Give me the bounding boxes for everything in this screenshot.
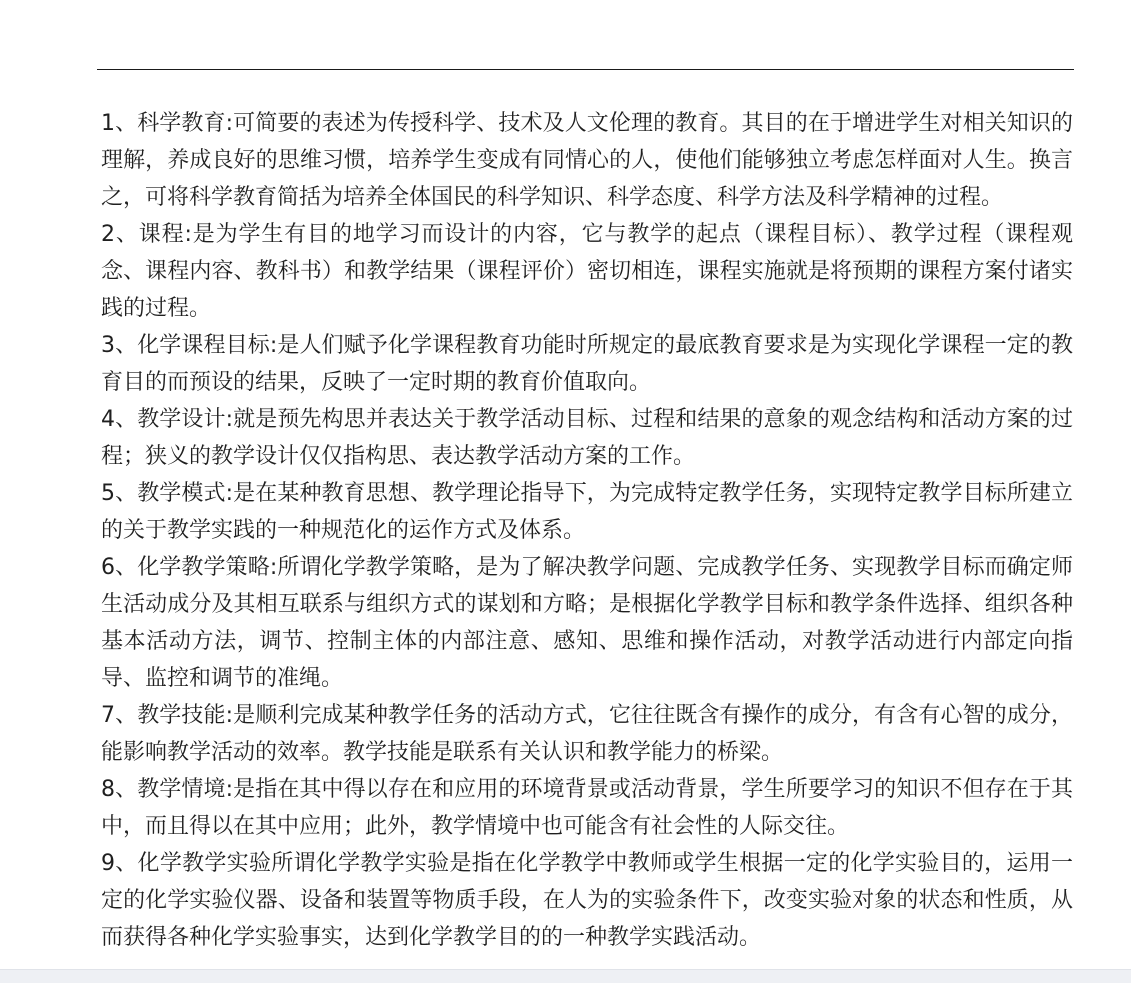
- definition-paragraph-4: 4、教学设计:就是预先构思并表达关于教学活动目标、过程和结果的意象的观念结构和活动方案的过程；狭义的教学设计仅仅指构思、表达教学活动方案的工作。: [101, 407, 1073, 469]
- definition-paragraph-1: 1、科学教育:可简要的表述为传授科学、技术及人文伦理的教育。其目的在于增进学生对相关知识的理解，养成良好的思维习惯，培养学生变成有同情心的人，使他们能够独立考虑怎样面对人生。换言之，可将科学教育简括为培养全体国民的科学知识、科学态度、科学方法及科学精神的过程。: [101, 111, 1073, 210]
- header-rule: [97, 69, 1074, 70]
- definition-paragraph-3: 3、化学课程目标:是人们赋予化学课程教育功能时所规定的最底教育要求是为实现化学课程一定的教育目的而预设的结果，反映了一定时期的教育价值取向。: [101, 333, 1073, 395]
- definition-paragraph-6: 6、化学教学策略:所谓化学教学策略，是为了解决教学问题、完成教学任务、实现教学目标而确定师生活动成分及其相互联系与组织方式的谋划和方略；是根据化学教学目标和教学条件选择、组织各种基本活动方法，调节、控制主体的内部注意、感知、思维和操作活动，对教学活动进行内部定向指导、监控和调节的准绳。: [101, 555, 1073, 691]
- definition-paragraph-2: 2、课程:是为学生有目的地学习而设计的内容，它与教学的起点（课程目标）、教学过程（课程观念、课程内容、教科书）和教学结果（课程评价）密切相连，课程实施就是将预期的课程方案付诸实践的过程。: [101, 222, 1073, 321]
- definition-paragraph-9: 9、化学教学实验所谓化学教学实验是指在化学教学中教师或学生根据一定的化学实验目的，运用一定的化学实验仪器、设备和装置等物质手段，在人为的实验条件下，改变实验对象的状态和性质，从而获得各种化学实验事实，达到化学教学目的的一种教学实践活动。: [101, 851, 1073, 950]
- viewer-bottom-edge: [0, 969, 1131, 983]
- definition-paragraph-8: 8、教学情境:是指在其中得以存在和应用的环境背景或活动背景，学生所要学习的知识不但存在于其中，而且得以在其中应用；此外，教学情境中也可能含有社会性的人际交往。: [101, 777, 1073, 839]
- document-body: [101, 105, 1073, 956]
- definition-paragraph-5: 5、教学模式:是在某种教育思想、教学理论指导下，为完成特定教学任务，实现特定教学目标所建立的关于教学实践的一种规范化的运作方式及体系。: [101, 481, 1073, 543]
- definition-paragraph-7: 7、教学技能:是顺利完成某种教学任务的活动方式，它往往既含有操作的成分，有含有心智的成分，能影响教学活动的效率。教学技能是联系有关认识和教学能力的桥梁。: [101, 703, 1073, 765]
